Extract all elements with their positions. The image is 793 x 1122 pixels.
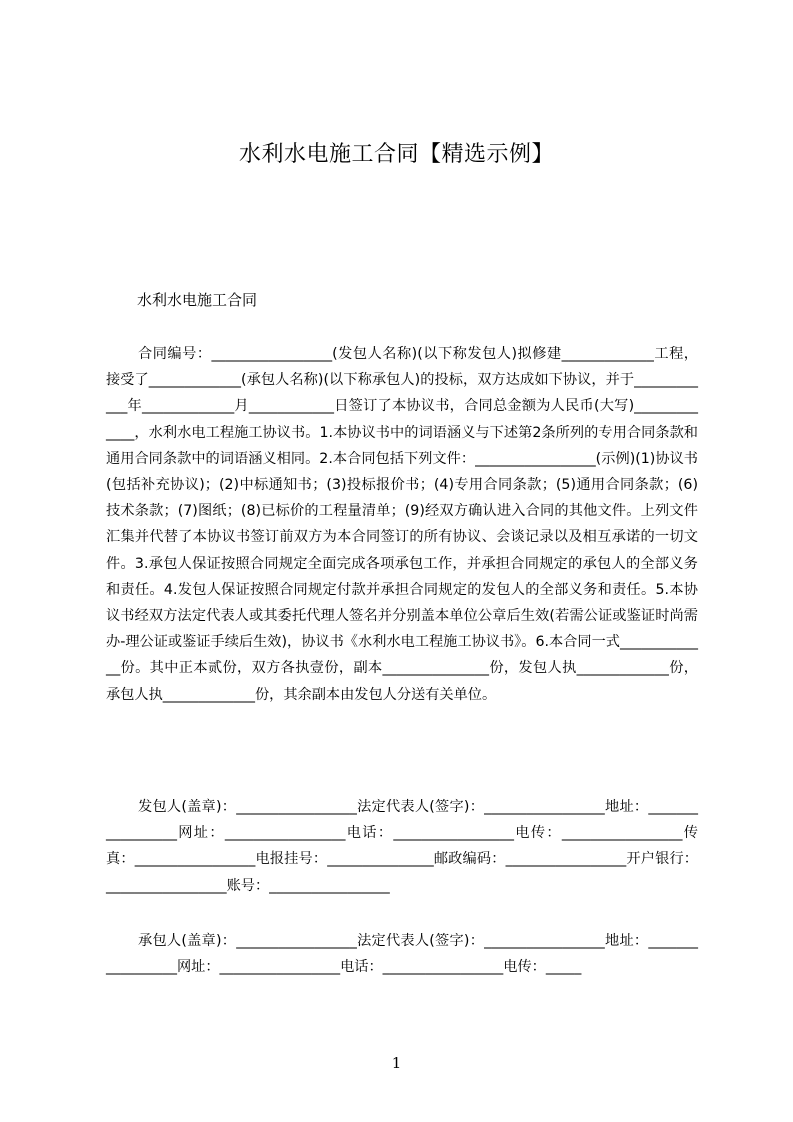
document-subtitle: 水利水电施工合同	[137, 291, 258, 309]
document-title: 水利水电施工合同【精选示例】	[238, 142, 554, 167]
contract-body-paragraph: 合同编号：_________________(发包人名称)(以下称发包人)拟修建_____________工程，接受了_____________(承包人名称)(以下称承包人)的投标，双方达成如下协议，并于____________年_____________月____________日签订了本协议书，合同总金额为人民币(大写)_____________，水利水电工程施工协议书。1.本协议书中的词语涵义与下述第2条所列的专用合同条款和通用合同条款中的词语涵义相同。2.本合同包括下列文件：_________________(示例)(1)协议书(包括补充协议)；(2)中标通知书；(3)投标报价书；(4)专用合同条款；(5)通用合同条款；(6)技术条款；(7)图纸；(8)已标价的工程量清单；(9)经双方确认进入合同的其他文件。上列文件汇集并代替了本协议书签订前双方为本合同签订的所有协议、会谈记录以及相互承诺的一切文件。3.承包人保证按照合同规定全面完成各项承包工作，并承担合同规定的承包人的全部义务和责任。4.发包人保证按照合同规定付款并承担合同规定的发包人的全部义务和责任。5.本协议书经双方法定代表人或其委托代理人签名并分别盖本单位公章后生效(若需公证或鉴证时尚需办-理公证或鉴证手续后生效)，协议书《水利水电工程施工协议书》。6.本合同一式_____________份。其中正本贰份，双方各执壹份，副本_______________份，发包人执_____________份，承包人执_____________份，其余副本由发包人分送有关单位。	[106, 346, 698, 703]
page-number: 1	[391, 1054, 402, 1072]
employer-signature-block: 发包人(盖章)：_________________法定代表人(签字)：_________________地址：_________________网址：_________________电话：_________________电传：_________________传真：_________________电报挂号：_______________邮政编码：_________________开户银行：_________________账号：_________________	[106, 799, 698, 894]
contractor-signature-block: 承包人(盖章)：_________________法定代表人(签字)：_________________地址：_________________网址：_________________电话：_________________电传：_____	[106, 933, 698, 976]
